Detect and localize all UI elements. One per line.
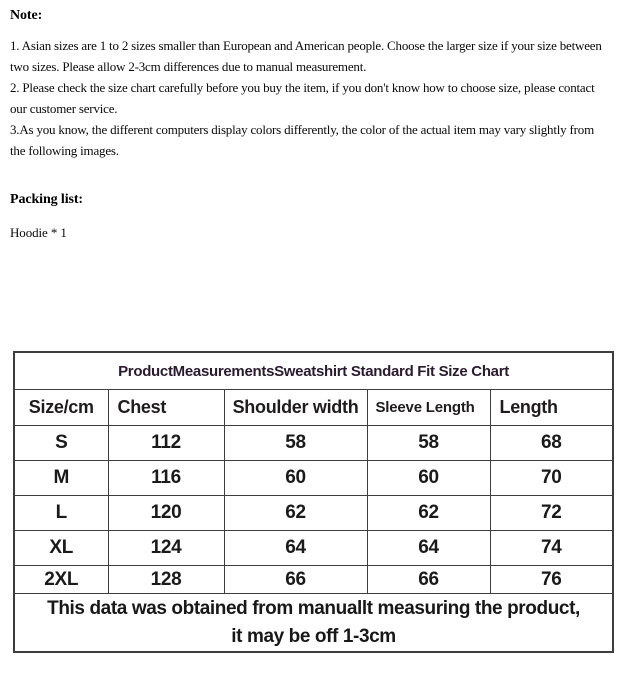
length-cell: 68 bbox=[490, 426, 613, 461]
size-cell: M bbox=[14, 461, 108, 496]
size-chart-footnote-row bbox=[14, 594, 613, 653]
sleeve-cell: 66 bbox=[367, 566, 490, 594]
shoulder-cell: 58 bbox=[224, 426, 367, 461]
size-row-2xl bbox=[14, 566, 613, 594]
length-cell: 76 bbox=[490, 566, 613, 594]
size-cell: S bbox=[14, 426, 108, 461]
size-cell: L bbox=[14, 496, 108, 531]
chest-cell: 124 bbox=[108, 531, 224, 566]
note-line: two sizes. Please allow 2-3cm differences due to manual measurement. bbox=[10, 59, 367, 74]
footnote-line: it may be off 1-3cm bbox=[231, 625, 396, 647]
packing-list-item: Hoodie * 1 bbox=[10, 225, 67, 240]
length-cell: 74 bbox=[490, 531, 613, 566]
note-text bbox=[10, 35, 622, 161]
size-cell: 2XL bbox=[14, 566, 108, 594]
size-row-s bbox=[14, 426, 613, 461]
length-cell: 70 bbox=[490, 461, 613, 496]
length-cell: 72 bbox=[490, 496, 613, 531]
size-chart-table bbox=[13, 351, 614, 653]
chest-cell: 112 bbox=[108, 426, 224, 461]
size-chart-title: ProductMeasurementsSweatshirt Standard Fit Size Chart bbox=[14, 352, 613, 390]
sleeve-cell: 60 bbox=[367, 461, 490, 496]
packing-list-heading: Packing list: bbox=[10, 192, 83, 207]
note-line: our customer service. bbox=[10, 101, 118, 116]
col-header-shoulder-width: Shoulder width bbox=[224, 390, 367, 426]
chest-cell: 116 bbox=[108, 461, 224, 496]
size-row-m bbox=[14, 461, 613, 496]
note-heading: Note: bbox=[10, 8, 43, 23]
shoulder-cell: 60 bbox=[224, 461, 367, 496]
size-cell: XL bbox=[14, 531, 108, 566]
size-chart-header-row bbox=[14, 390, 613, 426]
note-line: 2. Please check the size chart carefully before you buy the item, if you don't know how to choose size, please contact bbox=[10, 80, 595, 95]
chest-cell: 128 bbox=[108, 566, 224, 594]
note-line: the following images. bbox=[10, 143, 119, 158]
note-line: 1. Asian sizes are 1 to 2 sizes smaller than European and American people. Choose the larger size if your size between bbox=[10, 38, 602, 53]
footnote-line: This data was obtained from manuallt measuring the product, bbox=[47, 597, 580, 619]
col-header-sleeve-length: Sleeve Length bbox=[367, 390, 490, 426]
size-row-xl bbox=[14, 531, 613, 566]
shoulder-cell: 66 bbox=[224, 566, 367, 594]
shoulder-cell: 62 bbox=[224, 496, 367, 531]
col-header-chest: Chest bbox=[108, 390, 224, 426]
sleeve-cell: 58 bbox=[367, 426, 490, 461]
shoulder-cell: 64 bbox=[224, 531, 367, 566]
col-header-length: Length bbox=[490, 390, 613, 426]
sleeve-cell: 64 bbox=[367, 531, 490, 566]
size-row-l bbox=[14, 496, 613, 531]
sleeve-cell: 62 bbox=[367, 496, 490, 531]
note-line: 3.As you know, the different computers display colors differently, the color of the actual item may vary slightly from bbox=[10, 122, 594, 137]
size-chart-title-row bbox=[14, 352, 613, 390]
chest-cell: 120 bbox=[108, 496, 224, 531]
size-chart-footnote bbox=[14, 594, 613, 653]
col-header-size-cm: Size/cm bbox=[14, 390, 108, 426]
